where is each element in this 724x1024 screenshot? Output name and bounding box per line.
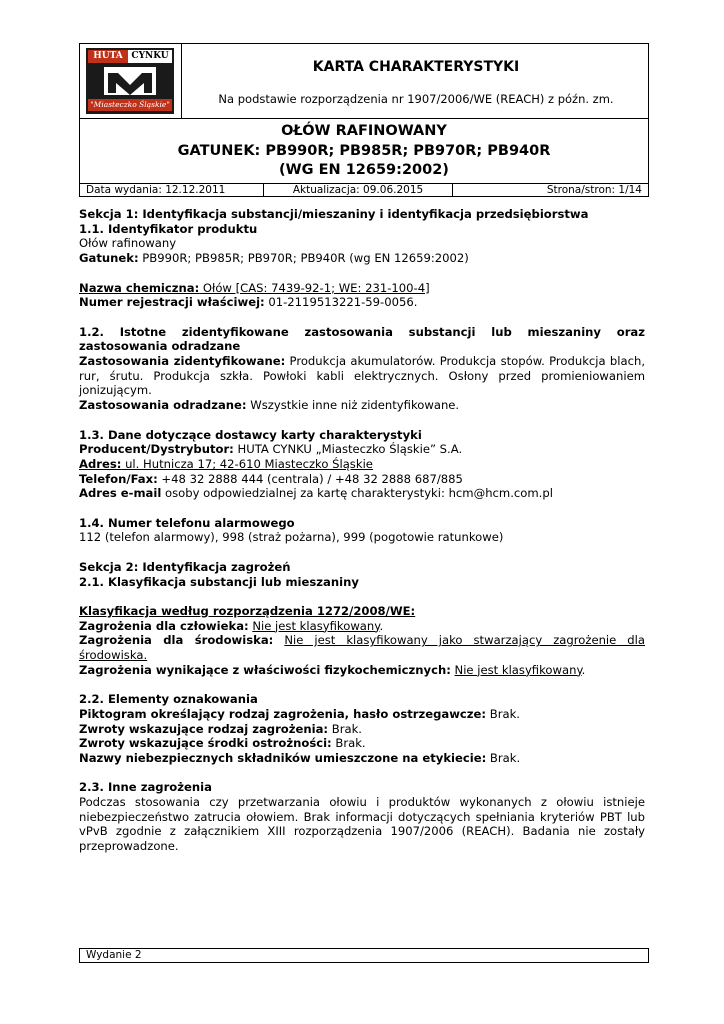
hazard-statements-value: Brak.: [328, 721, 362, 736]
header-divider: [181, 44, 182, 118]
physchem-hazard-line: Zagrożenia wynikające z właściwości fizykochemicznych: Nie jest klasyfikowany.: [79, 662, 586, 677]
email-line: [79, 486, 645, 501]
registration-label: Numer rejestracji właściwej:: [79, 295, 265, 310]
product-grades: GATUNEK: PB990R; PB985R; PB970R; PB940R: [177, 142, 551, 159]
section-1-4-heading: 1.4. Numer telefonu alarmowego: [79, 515, 295, 530]
pictogram-line: [79, 707, 645, 722]
footer-edition: Wydanie 2: [79, 948, 649, 963]
section-2-1-heading: 2.1. Klasyfikacja substancji lub mieszaniny: [79, 574, 359, 589]
hazard-statements-label: Zwroty wskazujące rodzaj zagrożenia:: [79, 721, 329, 736]
label-components-label: Nazwy niebezpiecznych składników umieszczone na etykiecie:: [79, 750, 487, 765]
section-1-3-heading: 1.3. Dane dotyczące dostawcy karty charakterystyki: [79, 427, 422, 442]
pictogram-label: Piktogram określający rodzaj zagrożenia, hasło ostrzegawcze:: [79, 706, 487, 721]
document-subtitle: Na podstawie rozporządzenia nr 1907/2006/WE (REACH) z późn. zm.: [218, 92, 614, 106]
advised-against-uses: [79, 398, 645, 413]
address-label: Adres:: [79, 456, 122, 471]
identified-uses-label: Zastosowania zidentyfikowane:: [79, 354, 286, 368]
label-components-line: [79, 751, 645, 766]
document-body: [79, 207, 645, 854]
physchem-hazard-value: Nie jest klasyfikowany: [454, 662, 582, 677]
logo-right-text: CYNKU: [128, 50, 172, 63]
producer-label: Producent/Dystrybutor:: [79, 442, 234, 457]
phone-value: +48 32 2888 444 (centrala) / +48 32 2888 687/885: [157, 471, 463, 486]
section-1-2-heading: 1.2. Istotne zidentyfikowane zastosowania substancji lub mieszaniny oraz zastosowania odradzane: [79, 324, 645, 354]
product-title-box: [79, 118, 649, 184]
human-hazard-value: Nie jest klasyfikowany: [252, 618, 380, 633]
physchem-hazard-label: Zagrożenia wynikające z właściwości fizykochemicznych:: [79, 662, 451, 677]
address-value: ul. Hutnicza 17; 42-610 Miasteczko Śląskie: [121, 456, 373, 471]
emergency-numbers: 112 (telefon alarmowy), 998 (straż pożarna), 999 (pogotowie ratunkowe): [79, 530, 504, 545]
label-components-value: Brak.: [486, 750, 521, 765]
identified-uses: [79, 354, 645, 398]
logo-bottom-text: "Miasteczko Śląskie": [88, 99, 172, 111]
precautionary-value: Brak.: [331, 736, 366, 751]
registration-line: [79, 295, 645, 310]
product-standard: (WG EN 12659:2002): [279, 162, 449, 178]
date-row: [79, 183, 649, 197]
hazard-statements-line: [79, 722, 645, 737]
precautionary-line: [79, 736, 645, 751]
issue-date: Data wydania: 12.12.2011: [86, 184, 226, 196]
environment-hazard-line: [79, 633, 645, 662]
update-date: Aktualizacja: 09.06.2015: [263, 184, 453, 196]
identified-uses-value: Produkcja akumulatorów. Produkcja stopów. Produkcja blach, rur, śrutu. Produkcja szkła. Powłoki kabli elektrycznych. Osłony przed promieniowaniem jonizującym.: [79, 354, 646, 398]
company-logo: [86, 48, 174, 114]
grade-label: Gatunek:: [79, 251, 139, 266]
document-title: KARTA CHARAKTERYSTYKI: [312, 59, 520, 75]
producer-line: [79, 442, 645, 457]
grade-line: [79, 251, 645, 266]
chemical-name-line: [79, 281, 645, 296]
registration-value: 01-2119513221-59-0056.: [264, 295, 418, 310]
logo-mark-icon: [104, 67, 156, 95]
pictogram-value: Brak.: [486, 706, 520, 721]
grade-value: PB990R; PB985R; PB970R; PB940R (wg EN 12659:2002): [138, 251, 469, 266]
human-hazard-label: Zagrożenia dla człowieka:: [79, 618, 249, 633]
chemical-name-label: Nazwa chemiczna:: [79, 280, 200, 295]
email-label: Adres e-mail: [79, 486, 162, 501]
section-2-heading: Sekcja 2: Identyfikacja zagrożeń: [79, 559, 291, 574]
human-hazard-line: Zagrożenia dla człowieka: Nie jest klasyfikowany.: [79, 618, 384, 633]
email-value: osoby odpowiedzialnej za kartę charakterystyki: hcm@hcm.com.pl: [161, 486, 553, 501]
precautionary-label: Zwroty wskazujące środki ostrożności:: [79, 736, 332, 751]
phone-label: Telefon/Fax:: [79, 471, 158, 486]
advised-against-label: Zastosowania odradzane:: [79, 398, 247, 413]
document-header: [79, 43, 649, 119]
page-number: Strona/stron: 1/14: [546, 184, 642, 196]
section-2-3-heading: 2.3. Inne zagrożenia: [79, 780, 212, 795]
product-name: OŁÓW RAFINOWANY: [281, 123, 447, 139]
phone-line: [79, 472, 645, 487]
product-identifier: Ołów rafinowany: [79, 236, 177, 251]
classification-heading: Klasyfikacja według rozporządzenia 1272/2008/WE:: [79, 603, 416, 618]
section-1-1-heading: 1.1. Identyfikator produktu: [79, 221, 258, 236]
section-1-heading: Sekcja 1: Identyfikacja substancji/mieszaniny i identyfikacja przedsiębiorstwa: [79, 207, 589, 221]
environment-hazard-label: Zagrożenia dla środowiska:: [79, 633, 274, 648]
chemical-name-value: Ołów [CAS: 7439-92-1; WE: 231-100-4]: [199, 280, 430, 295]
advised-against-value: Wszystkie inne niż zidentyfikowane.: [246, 398, 460, 413]
section-2-2-heading: 2.2. Elementy oznakowania: [79, 692, 258, 707]
logo-left-text: HUTA: [88, 50, 128, 63]
environment-hazard-value: Nie jest klasyfikowany jako stwarzający zagrożenie dla środowiska.: [79, 633, 645, 662]
address-line: [79, 457, 645, 472]
other-hazards-text: Podczas stosowania czy przetwarzania ołowiu i produktów wykonanych z ołowiu istnieje niebezpieczeństwo zatrucia ołowiem. Brak informacji dotyczących spełniania kryteriów PBT lub vPvB zgodnie z załącznikiem XIII rozporządzenia 1907/2006 (REACH). Badania nie zostały przeprowadzone.: [79, 795, 645, 854]
producer-value: HUTA CYNKU „Miasteczko Śląskie” S.A.: [233, 442, 463, 457]
